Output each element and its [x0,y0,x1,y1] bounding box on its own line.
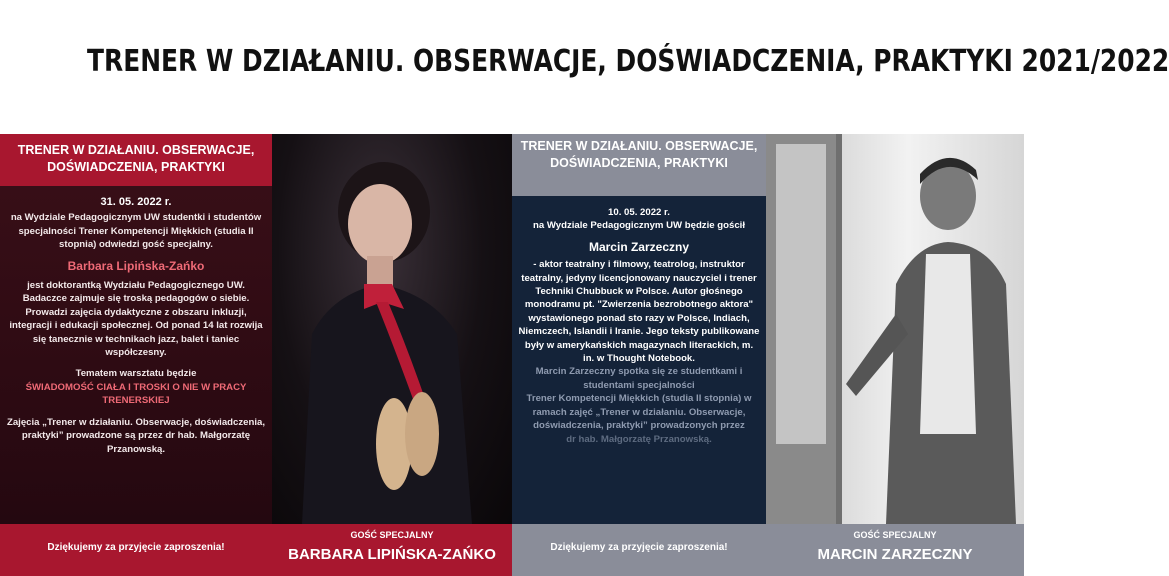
poster-right-footer [512,524,1024,576]
event-intro: na Wydziale Pedagogicznym UW studentki i studentów specjalności Trener Kompetencji Miękkich (studia II stopnia) odwiedzi gość specjalny. [10,212,262,251]
poster-right [512,134,1024,576]
thanks-text: Dziękujemy za przyjęcie zaproszenia! [47,542,225,553]
closing-lecturer: dr hab. Małgorzatę Przanowską. [566,433,712,445]
poster-right-body [518,206,760,446]
page-title: TRENER W DZIAŁANIU. OBSERWACJE, DOŚWIADCZENIA, PRAKTYKI 2021/2022 [87,44,1169,79]
special-guest-name: BARBARA LIPIŃSKA-ZAŃKO [288,546,496,563]
window-pane [776,144,826,444]
guest-bio: jest doktorantką Wydziału Pedagogicznego UW. Badaczce zajmuje się troską pedagogów o siebie. Prowadzi zajęcia dydaktyczne z obszaru inkluzji, integracji i edukacji społecznej. Od ponad 14 lat rozwija się tanecznie w technikach jazz, balet i taniec współczesny. [9,280,263,359]
shirt-shape [920,254,976,434]
poster-left-header: TRENER W DZIAŁANIU. OBSERWACJE, DOŚWIADCZENIA, PRAKTYKI [0,134,272,186]
guest-name: Marcin Zarzeczny [588,239,690,254]
pointe-shoe-right [405,392,439,476]
poster-left [0,134,512,576]
window-frame [836,134,842,524]
event-date: 31. 05. 2022 r. [100,196,172,208]
closing-text: Trener Kompetencji Miękkich (studia II stopnia) w ramach zajęć „Trener w działaniu. Obserwacje, doświadczenia, praktyki” prowadzonych przez [526,393,752,432]
face-shape [348,184,412,264]
special-guest-label: GOŚĆ SPECJALNY [350,530,434,540]
poster-right-header: TRENER W DZIAŁANIU. OBSERWACJE, DOŚWIADCZENIA, PRAKTYKI [512,134,766,196]
workshop-intro: Tematem warsztatu będzie [75,368,197,380]
poster-left-footer [0,524,512,576]
meeting-text: Marcin Zarzeczny spotka się ze studentkami i studentami specjalności [535,366,743,391]
closing-text: Zajęcia „Trener w działaniu. Obserwacje, doświadczenia, praktyki” prowadzone są przez dr hab. Małgorzatę Przanowską. [6,416,266,455]
event-date: 10. 05. 2022 r. [608,207,670,218]
poster-left-text-area [0,134,272,524]
guest-photo-illustration [272,134,512,524]
guest-name: Barbara Lipińska-Zańko [67,258,205,273]
guest-bio: - aktor teatralny i filmowy, teatrolog, instruktor teatralny, jedyny licencjonowany nauczyciel i trener Techniki Chubbuck w Polsce. Autor głośnego monodramu pt. "Zwierzenia bezrobotnego aktora" wystawionego ponad sto razy w Polsce, Indiach, Niemczech, Islandii i Iranie. Jego teksty publikowane były w amerykańskich magazynach literackich, m. in. w Thought Notebook. [518,259,760,365]
event-intro: na Wydziale Pedagogicznym UW będzie gościł [533,220,745,232]
thanks-text: Dziękujemy za przyjęcie zaproszenia! [550,542,728,553]
special-guest-label: GOŚĆ SPECJALNY [853,530,937,540]
workshop-title: ŚWIADOMOŚĆ CIAŁA I TROSKI O NIE W PRACY TRENERSKIEJ [25,381,247,407]
special-guest-name: MARCIN ZARZECZNY [817,546,973,563]
guest-photo [766,134,1024,524]
poster-left-body [6,196,266,456]
guest-photo-illustration [766,134,1024,524]
poster-right-text-area [512,134,766,524]
guest-photo [272,134,512,524]
